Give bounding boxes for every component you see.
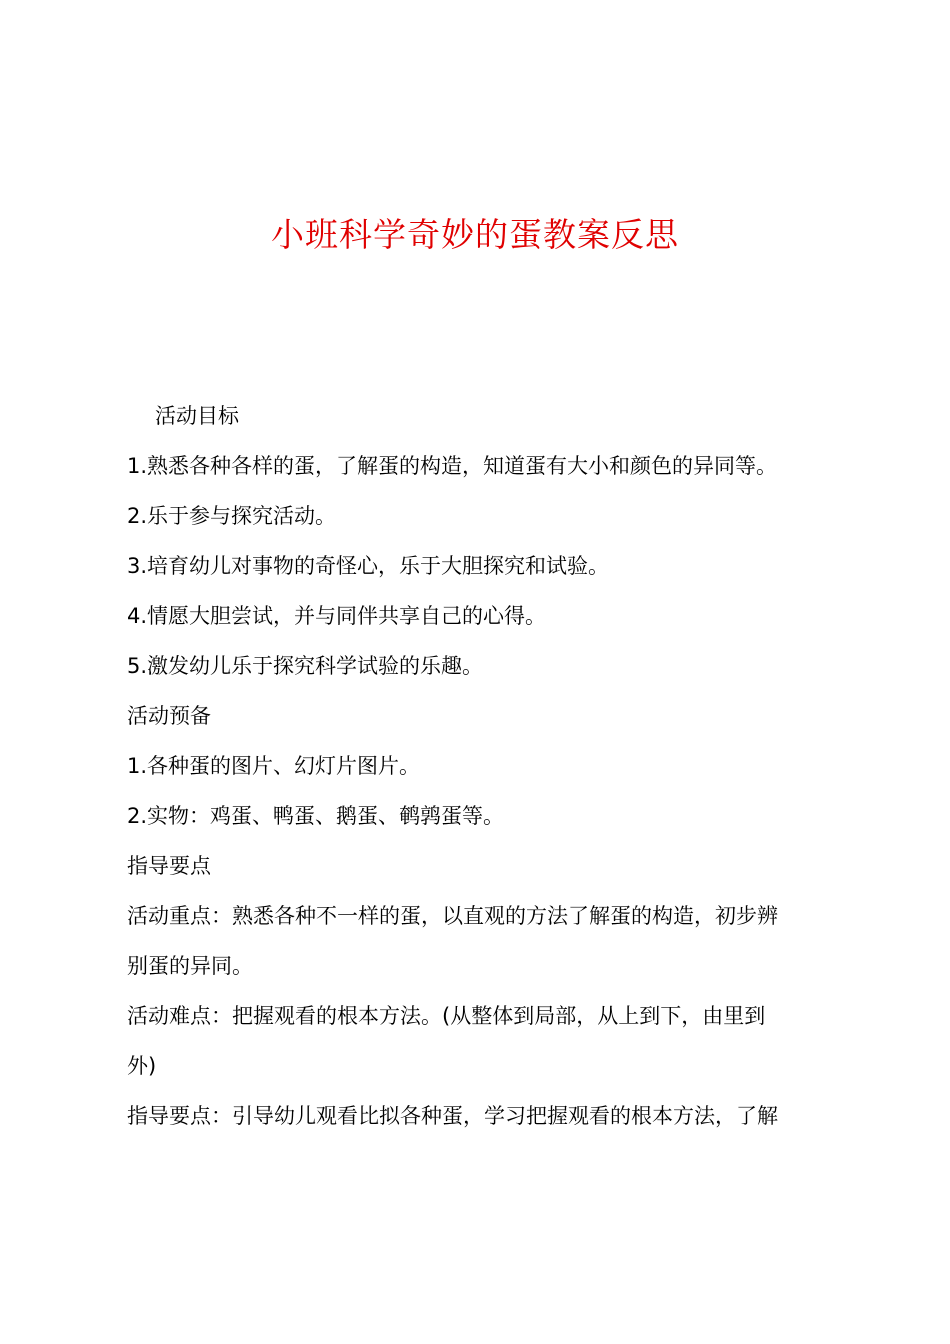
- difficulty-line-2: 外): [127, 1054, 157, 1078]
- key-point-line-1: 活动重点：熟悉各种不一样的蛋，以直观的方法了解蛋的构造，初步辨: [127, 904, 778, 928]
- goal-item-1: 1.熟悉各种各样的蛋，了解蛋的构造，知道蛋有大小和颜色的异同等。: [127, 454, 778, 478]
- goal-item-4: 4.情愿大胆尝试，并与同伴共享自己的心得。: [127, 604, 547, 628]
- document-body: [127, 391, 837, 1141]
- goal-item-3: 3.培育幼儿对事物的奇怪心，乐于大胆探究和试验。: [127, 554, 610, 578]
- document-title: 小班科学奇妙的蛋教案反思: [271, 215, 679, 254]
- section-heading-preparation: 活动预备: [127, 704, 211, 728]
- preparation-item-2: 2.实物：鸡蛋、鸭蛋、鹅蛋、鹌鹑蛋等。: [127, 804, 505, 828]
- difficulty-line-1: 活动难点：把握观看的根本方法。(从整体到局部，从上到下，由里到: [127, 1004, 766, 1028]
- section-heading-guidance: 指导要点: [127, 854, 211, 878]
- key-point-line-2: 别蛋的异同。: [127, 954, 253, 978]
- section-heading-goals: 活动目标: [155, 404, 239, 428]
- preparation-item-1: 1.各种蛋的图片、幻灯片图片。: [127, 754, 421, 778]
- guidance-line-1: 指导要点：引导幼儿观看比拟各种蛋，学习把握观看的根本方法，了解: [127, 1104, 778, 1128]
- goal-item-2: 2.乐于参与探究活动。: [127, 504, 337, 528]
- goal-item-5: 5.激发幼儿乐于探究科学试验的乐趣。: [127, 654, 484, 678]
